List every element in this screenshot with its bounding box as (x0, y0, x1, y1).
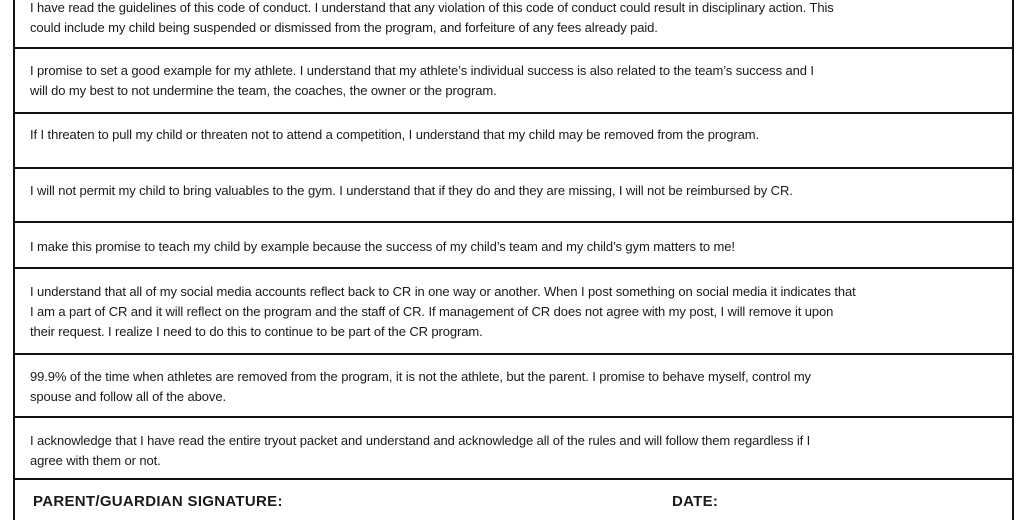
row-text (30, 61, 1003, 101)
row-text (30, 125, 1003, 145)
parent-signature-label: PARENT/GUARDIAN SIGNATURE: (33, 493, 283, 510)
table-row (14, 169, 1013, 223)
text-line: I have read the guidelines of this code of conduct. I understand that any violation of this code of conduct could result in disciplinary action. This (30, 0, 834, 15)
text-line: could include my child being suspended or dismissed from the program, and forfeiture of any fees already paid. (30, 20, 658, 35)
row-text (30, 0, 1003, 38)
text-line: their request. I realize I need to do this to continue to be part of the CR program. (30, 324, 483, 339)
table-row (14, 269, 1013, 355)
row-text (30, 367, 1003, 407)
text-line: spouse and follow all of the above. (30, 389, 226, 404)
table-row (14, 49, 1013, 114)
date-label: DATE: (672, 493, 719, 510)
text-line: agree with them or not. (30, 453, 161, 468)
text-line: I understand that all of my social media accounts reflect back to CR in one way or another. When I post something on social media it indicates that (30, 284, 856, 299)
text-line: I am a part of CR and it will reflect on the program and the staff of CR. If management of CR does not agree with my post, I will remove it upon (30, 304, 834, 319)
text-line: I acknowledge that I have read the entire tryout packet and understand and acknowledge all of the rules and will follow them regardless if I (30, 433, 811, 448)
row-text (30, 431, 1003, 471)
text-line: will do my best to not undermine the team, the coaches, the owner or the program. (30, 83, 497, 98)
table-row (14, 418, 1013, 480)
text-line: 99.9% of the time when athletes are removed from the program, it is not the athlete, but the parent. I promise to behave myself, control my (30, 369, 811, 384)
row-text (30, 237, 1003, 257)
table-row (14, 355, 1013, 418)
table-row (14, 0, 1013, 49)
table-row (14, 114, 1013, 169)
text-line: I make this promise to teach my child by example because the success of my child’s team and my child’s gym matters to me! (30, 239, 735, 254)
row-text (30, 282, 1003, 342)
text-line: If I threaten to pull my child or threaten not to attend a competition, I understand that my child may be removed from the program. (30, 127, 760, 142)
table-row (14, 223, 1013, 269)
text-line: I promise to set a good example for my athlete. I understand that my athlete’s individual success is also related to the team’s success and I (30, 63, 814, 78)
text-line: I will not permit my child to bring valuables to the gym. I understand that if they do and they are missing, I will not be reimbursed by CR. (30, 183, 793, 198)
row-text (30, 181, 1003, 201)
